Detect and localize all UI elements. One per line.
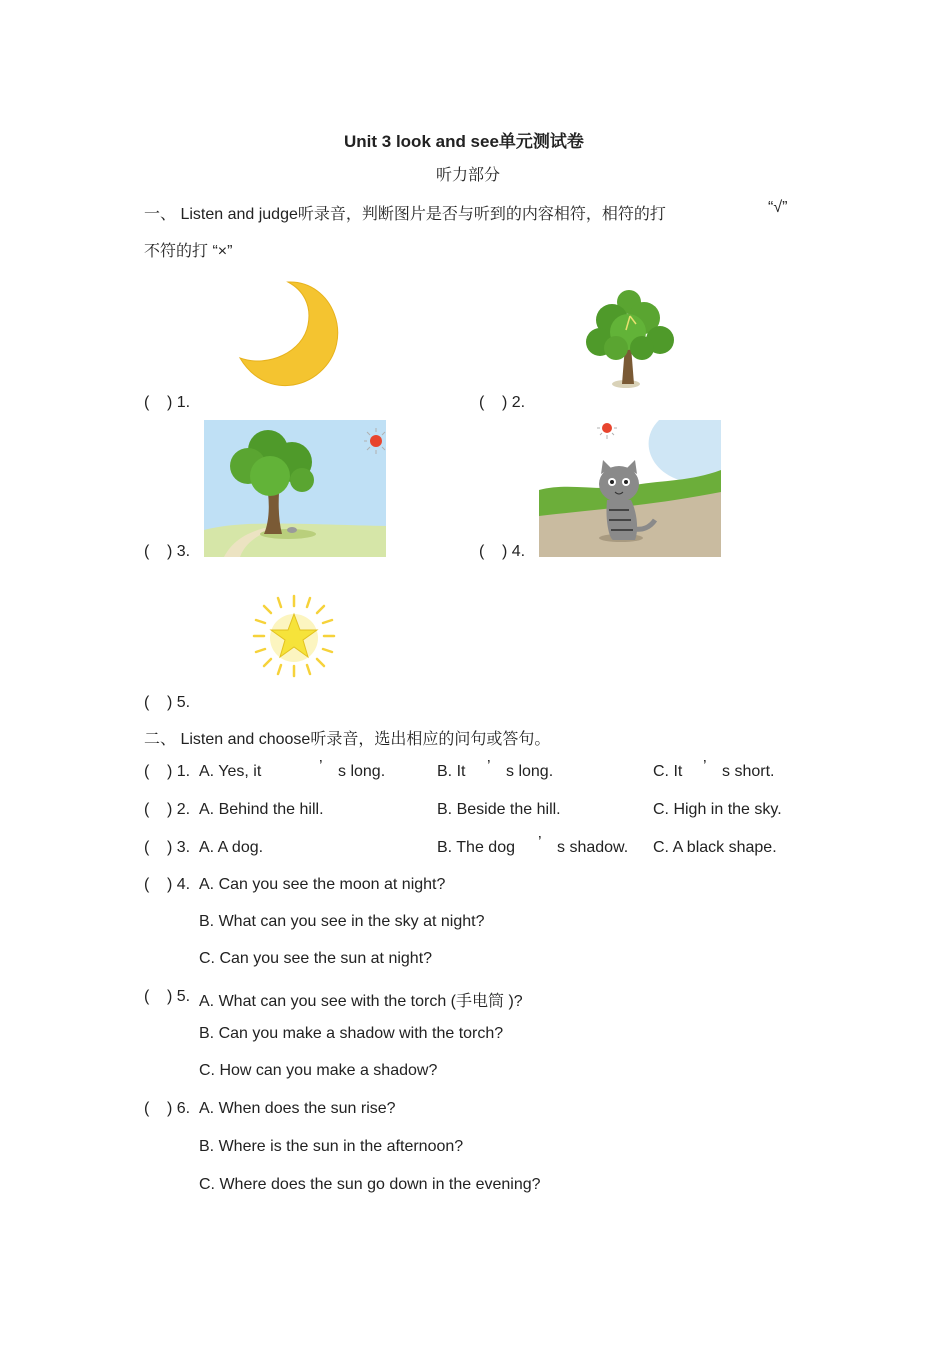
choose-paren-1[interactable]: ( bbox=[144, 763, 150, 780]
choose-num-6: ) 6. bbox=[167, 1100, 191, 1117]
q1-option-a-tail: s long. bbox=[338, 763, 386, 780]
judge-paren-1[interactable]: ( bbox=[144, 394, 150, 411]
star-icon bbox=[250, 592, 338, 680]
moon-icon bbox=[238, 280, 346, 390]
q2-option-b[interactable]: B. Beside the hill. bbox=[437, 801, 561, 818]
tree-icon bbox=[582, 286, 678, 390]
judge-paren-3[interactable]: ( bbox=[144, 543, 150, 560]
q6-option-b[interactable]: B. Where is the sun in the afternoon? bbox=[199, 1138, 464, 1155]
q6-option-a[interactable]: A. When does the sun rise? bbox=[199, 1100, 396, 1117]
choose-num-2: ) 2. bbox=[167, 801, 191, 818]
q2-option-a[interactable]: A. Behind the hill. bbox=[199, 801, 324, 818]
q1-apostrophe-b: ’ bbox=[487, 758, 491, 775]
q3-option-c[interactable]: C. A black shape. bbox=[653, 839, 777, 856]
q4-option-c[interactable]: C. Can you see the sun at night? bbox=[199, 950, 433, 967]
choose-num-1: ) 1. bbox=[167, 763, 191, 780]
q1-option-b[interactable]: B. It bbox=[437, 763, 466, 780]
q2-option-c[interactable]: C. High in the sky. bbox=[653, 801, 782, 818]
choose-paren-4[interactable]: ( bbox=[144, 876, 150, 893]
section2-instruction: 二、 Listen and choose听录音，选出相应的问句或答句。 bbox=[144, 731, 551, 748]
page-title: Unit 3 look and see单元测试卷 bbox=[344, 132, 584, 151]
q1-option-b-tail: s long. bbox=[506, 763, 554, 780]
q5-option-b[interactable]: B. Can you make a shadow with the torch? bbox=[199, 1025, 504, 1042]
judge-label-2: ) 2. bbox=[502, 394, 526, 411]
judge-label-1: ) 1. bbox=[167, 394, 191, 411]
judge-paren-2[interactable]: ( bbox=[479, 394, 485, 411]
choose-num-3: ) 3. bbox=[167, 839, 191, 856]
choose-paren-5[interactable]: ( bbox=[144, 988, 150, 1005]
q4-option-b[interactable]: B. What can you see in the sky at night? bbox=[199, 913, 485, 930]
choose-paren-3[interactable]: ( bbox=[144, 839, 150, 856]
section1-instruction: 一、 Listen and judge听录音，判断图片是否与听到的内容相符，相符的打 bbox=[144, 206, 666, 223]
page-subtitle: 听力部分 bbox=[436, 167, 501, 184]
q1-option-c-tail: s short. bbox=[722, 763, 775, 780]
q1-option-a[interactable]: A. Yes, it bbox=[199, 763, 262, 780]
q1-apostrophe-a: ’ bbox=[319, 758, 323, 775]
section1-instruction-line2: 不符的打 “×” bbox=[144, 243, 233, 260]
judge-label-5: ) 5. bbox=[167, 694, 191, 711]
q4-option-a[interactable]: A. Can you see the moon at night? bbox=[199, 876, 446, 893]
choose-num-4: ) 4. bbox=[167, 876, 191, 893]
q5-option-c[interactable]: C. How can you make a shadow? bbox=[199, 1062, 438, 1079]
choose-paren-2[interactable]: ( bbox=[144, 801, 150, 818]
check-mark-label: “√” bbox=[768, 199, 788, 216]
q6-option-c[interactable]: C. Where does the sun go down in the evening? bbox=[199, 1176, 541, 1193]
judge-label-4: ) 4. bbox=[502, 543, 526, 560]
cat-scene bbox=[539, 420, 721, 557]
q5-option-a[interactable]: A. What can you see with the torch (手电筒 )? bbox=[199, 993, 523, 1010]
q1-option-c[interactable]: C. It bbox=[653, 763, 683, 780]
judge-label-3: ) 3. bbox=[167, 543, 191, 560]
judge-paren-5[interactable]: ( bbox=[144, 694, 150, 711]
q3-option-b-tail: s shadow. bbox=[557, 839, 629, 856]
q1-apostrophe-c: ’ bbox=[703, 758, 707, 775]
q3-option-b[interactable]: B. The dog bbox=[437, 839, 515, 856]
choose-num-5: ) 5. bbox=[167, 988, 191, 1005]
judge-paren-4[interactable]: ( bbox=[479, 543, 485, 560]
q3-option-a[interactable]: A. A dog. bbox=[199, 839, 264, 856]
tree-sun-scene bbox=[204, 420, 386, 557]
q3-apostrophe-b: ’ bbox=[538, 834, 542, 851]
choose-paren-6[interactable]: ( bbox=[144, 1100, 150, 1117]
